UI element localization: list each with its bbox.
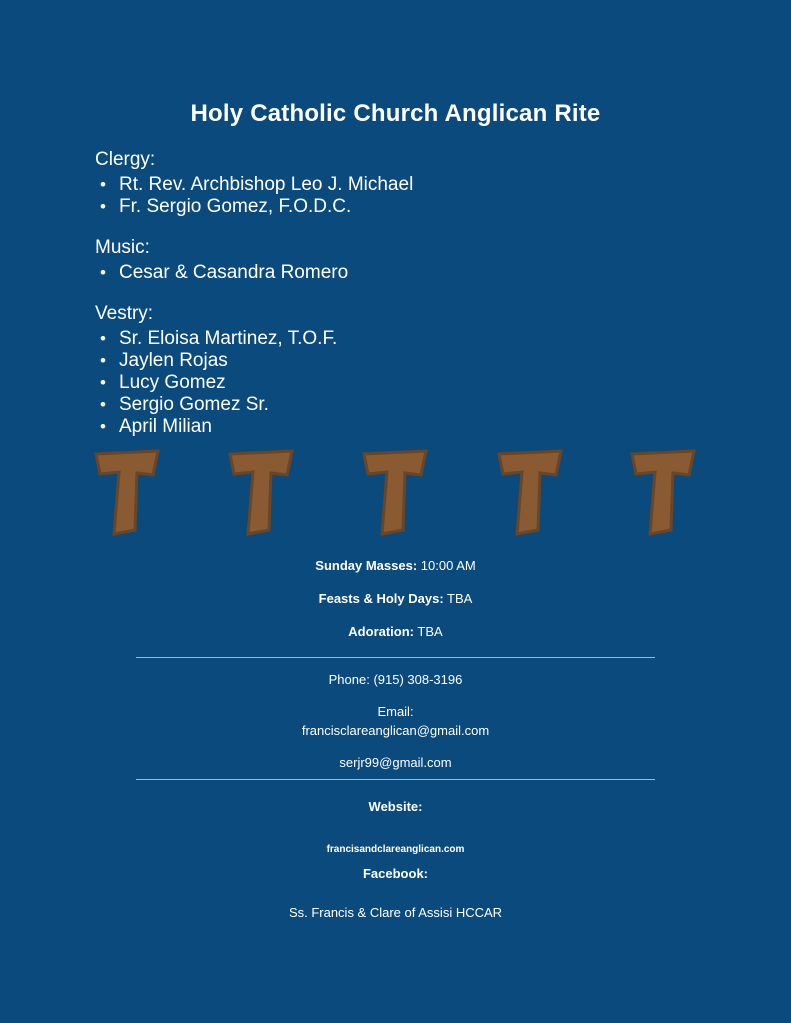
schedule-row bbox=[0, 624, 791, 640]
website-url[interactable]: francisandclareanglican.com bbox=[326, 844, 465, 855]
schedule-label: Sunday Masses: bbox=[315, 558, 418, 573]
schedule-value: TBA bbox=[417, 624, 443, 639]
schedule-row bbox=[0, 591, 791, 607]
schedule-row bbox=[0, 558, 791, 574]
contact-section bbox=[0, 670, 791, 772]
website-section bbox=[0, 799, 791, 857]
tau-cross-icon bbox=[628, 448, 700, 538]
people-lists bbox=[95, 148, 695, 438]
clergy-heading: Clergy: bbox=[95, 149, 156, 170]
page-title: Holy Catholic Church Anglican Rite bbox=[190, 100, 601, 127]
list-item: • Rt. Rev. Archbishop Leo J. Michael bbox=[95, 174, 695, 196]
tau-cross-icon bbox=[92, 448, 164, 538]
tau-cross-icon bbox=[495, 448, 567, 538]
list-item: • April Milian bbox=[95, 416, 695, 438]
email-address-secondary: serjr99@gmail.com bbox=[339, 755, 452, 770]
list-item: • Sergio Gomez Sr. bbox=[95, 394, 695, 416]
schedule-label: Feasts & Holy Days: bbox=[318, 591, 444, 606]
list-item: • Cesar & Casandra Romero bbox=[95, 262, 695, 284]
divider-top bbox=[136, 657, 655, 658]
tau-cross-row bbox=[0, 448, 791, 548]
clergy-group bbox=[95, 148, 695, 218]
schedule-section bbox=[0, 558, 791, 657]
divider-bottom bbox=[136, 779, 655, 780]
facebook-heading: Facebook: bbox=[362, 866, 428, 881]
clergy-list bbox=[95, 174, 695, 218]
list-item: • Fr. Sergio Gomez, F.O.D.C. bbox=[95, 196, 695, 218]
tau-cross-icon bbox=[360, 448, 432, 538]
email-label: Email: bbox=[377, 704, 414, 719]
facebook-page-name[interactable]: Ss. Francis & Clare of Assisi HCCAR bbox=[288, 905, 503, 920]
music-group bbox=[95, 236, 695, 284]
schedule-value: 10:00 AM bbox=[420, 558, 476, 573]
phone-line: Phone: (915) 308-3196 bbox=[328, 672, 463, 687]
music-heading: Music: bbox=[95, 237, 150, 258]
website-heading: Website: bbox=[368, 799, 423, 814]
email-address-primary: francisclareanglican@gmail.com bbox=[301, 723, 490, 738]
music-list bbox=[95, 262, 695, 284]
vestry-heading: Vestry: bbox=[95, 303, 154, 324]
schedule-label: Adoration: bbox=[348, 624, 415, 639]
facebook-section bbox=[0, 866, 791, 921]
list-item: • Sr. Eloisa Martinez, T.O.F. bbox=[95, 328, 695, 350]
schedule-value: TBA bbox=[447, 591, 473, 606]
list-item: • Jaylen Rojas bbox=[95, 350, 695, 372]
vestry-list bbox=[95, 328, 695, 438]
tau-cross-icon bbox=[226, 448, 298, 538]
vestry-group bbox=[95, 302, 695, 438]
list-item: • Lucy Gomez bbox=[95, 372, 695, 394]
